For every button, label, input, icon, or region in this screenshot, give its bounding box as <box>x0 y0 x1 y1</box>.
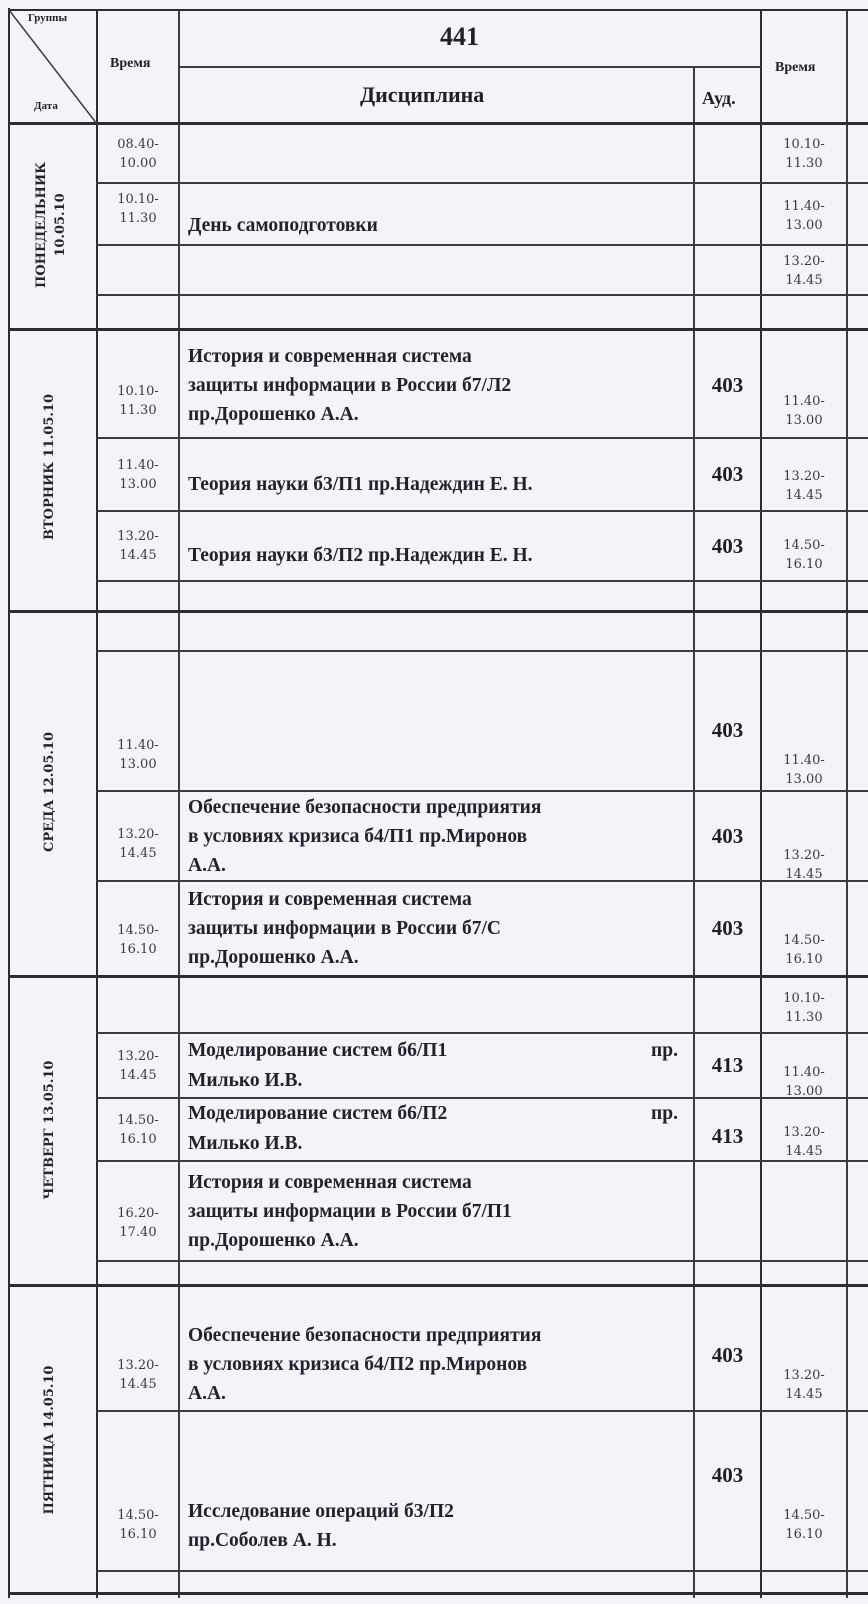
right-time-cell: 11.40- 13.00 <box>783 199 825 233</box>
grid-day-separator <box>8 610 868 613</box>
time-cell: 16.20- 17.40 <box>117 1205 159 1240</box>
right-time-cell: 14.50- 16.10 <box>783 538 825 572</box>
time-cell: 14.50- 16.10 <box>117 1112 159 1147</box>
time-cell: 13.20- 14.45 <box>117 1048 159 1083</box>
room-cell: 403 <box>711 916 744 940</box>
subject-text: Моделирование систем б6/П2 <box>188 1103 448 1124</box>
day-label-tuesday: ВТОРНИК 11.05.10 <box>42 394 57 541</box>
time-cell: 14.50- 16.10 <box>117 1508 159 1542</box>
room-cell: 403 <box>711 717 744 742</box>
grid-row-line <box>96 1570 868 1572</box>
grid-day-separator <box>8 975 868 978</box>
right-time-cell: 11.40- 13.00 <box>783 1064 825 1099</box>
right-time-cell: 13.20- 14.45 <box>783 1124 825 1159</box>
header-room-label: Ауд. <box>702 88 736 108</box>
subject-teacher-prefix: пр. <box>651 1040 678 1061</box>
time-cell: 08.40- 10.00 <box>117 137 159 171</box>
grid-header-bottom <box>8 122 868 125</box>
subject-cell: История и современная система защиты информации в России б7/П1 пр.Дорошенко А.А. <box>188 1171 512 1251</box>
header-group-number: 441 <box>440 22 479 51</box>
subject-cell <box>188 1036 678 1065</box>
header-discipline-label: Дисциплина <box>360 82 485 107</box>
right-time-cell: 13.20- 14.45 <box>783 848 825 882</box>
subject-teacher-prefix: пр. <box>651 1103 678 1124</box>
day-label-friday: ПЯТНИЦА 14.05.10 <box>42 1365 57 1515</box>
time-cell: 10.10- 11.30 <box>117 192 159 226</box>
day-label-monday: ПОНЕДЕЛЬНИК 10.05.10 <box>34 162 68 288</box>
subject-cell: Обеспечение безопасности предприятия в условиях кризиса б4/П1 пр.Миронов А.А. <box>188 796 542 876</box>
header-time-label: Время <box>110 56 151 71</box>
grid-row-line <box>96 182 868 184</box>
time-cell: 11.40- 13.00 <box>117 738 159 772</box>
time-cell: 13.20- 14.45 <box>117 1358 159 1392</box>
subject-text: Моделирование систем б6/П1 <box>188 1040 448 1061</box>
room-cell: 413 <box>711 1053 744 1077</box>
room-cell: 413 <box>711 1124 744 1148</box>
time-cell: 13.20- 14.45 <box>117 827 159 861</box>
grid-day-separator <box>8 328 868 331</box>
subject-cell: История и современная система защиты информации в России б7/С пр.Дорошенко А.А. <box>188 889 501 968</box>
grid-right-edge <box>846 10 848 1598</box>
grid-bottom-border <box>8 1592 868 1595</box>
grid-top-border <box>8 9 868 11</box>
subject-teacher: Милько И.В. <box>188 1133 303 1154</box>
subject-cell <box>188 1099 678 1128</box>
grid-row-line <box>96 1410 868 1412</box>
subject-cell: Исследование операций б3/П2 пр.Соболев А. Н. <box>188 1501 454 1551</box>
subject-cell: Теория науки б3/П1 пр.Надеждин Е. Н. <box>188 473 533 495</box>
subject-cell: День самоподготовки <box>188 214 378 236</box>
time-cell: 11.40- 13.00 <box>117 457 159 492</box>
right-time-cell: 13.20- 14.45 <box>783 1368 825 1402</box>
right-time-cell: 10.10- 11.30 <box>783 137 825 171</box>
header-right-time-label: Время <box>775 60 816 75</box>
grid-left-border <box>8 8 10 1598</box>
subject-cell: Теория науки б3/П2 пр.Надеждин Е. Н. <box>188 544 533 566</box>
room-cell: 403 <box>711 533 744 558</box>
day-label-wednesday: СРЕДА 12.05.10 <box>42 731 57 853</box>
subject-cell <box>180 652 693 790</box>
time-cell: 10.10- 11.30 <box>117 384 159 418</box>
right-time-cell: 14.50- 16.10 <box>783 1508 825 1542</box>
right-time-cell: 13.20- 14.45 <box>783 254 825 288</box>
room-cell: 403 <box>711 1462 744 1487</box>
room-cell: 403 <box>711 372 744 397</box>
grid-header-split <box>178 66 762 68</box>
subject-cell: История и современная система защиты информации в России б7/Л2 пр.Дорошенко А.А. <box>188 345 512 425</box>
subject-teacher: Милько И.В. <box>188 1070 303 1091</box>
subject-cell: Обеспечение безопасности предприятия в условиях кризиса б4/П2 пр.Миронов А.А. <box>188 1324 542 1404</box>
time-cell: 13.20- 14.45 <box>117 529 159 563</box>
room-cell: 403 <box>711 1342 744 1367</box>
grid-day-separator <box>8 1284 868 1287</box>
right-time-cell: 14.50- 16.10 <box>783 933 825 967</box>
grid-row-line <box>96 294 868 296</box>
room-cell: 403 <box>711 823 744 848</box>
grid-row-line <box>96 580 868 582</box>
room-cell: 403 <box>711 462 744 486</box>
day-label-thursday: ЧЕТВЕРГ 13.05.10 <box>42 1060 57 1200</box>
right-time-cell: 11.40- 13.00 <box>783 753 825 787</box>
header-groups-label: Группы <box>28 12 68 24</box>
right-time-cell: 13.20- 14.45 <box>783 468 825 503</box>
right-time-cell: 10.10- 11.30 <box>783 991 825 1025</box>
grid-row-line <box>96 1260 868 1262</box>
right-time-cell: 11.40- 13.00 <box>783 394 825 428</box>
time-cell: 14.50- 16.10 <box>117 923 159 957</box>
header-date-label: Дата <box>34 100 58 112</box>
